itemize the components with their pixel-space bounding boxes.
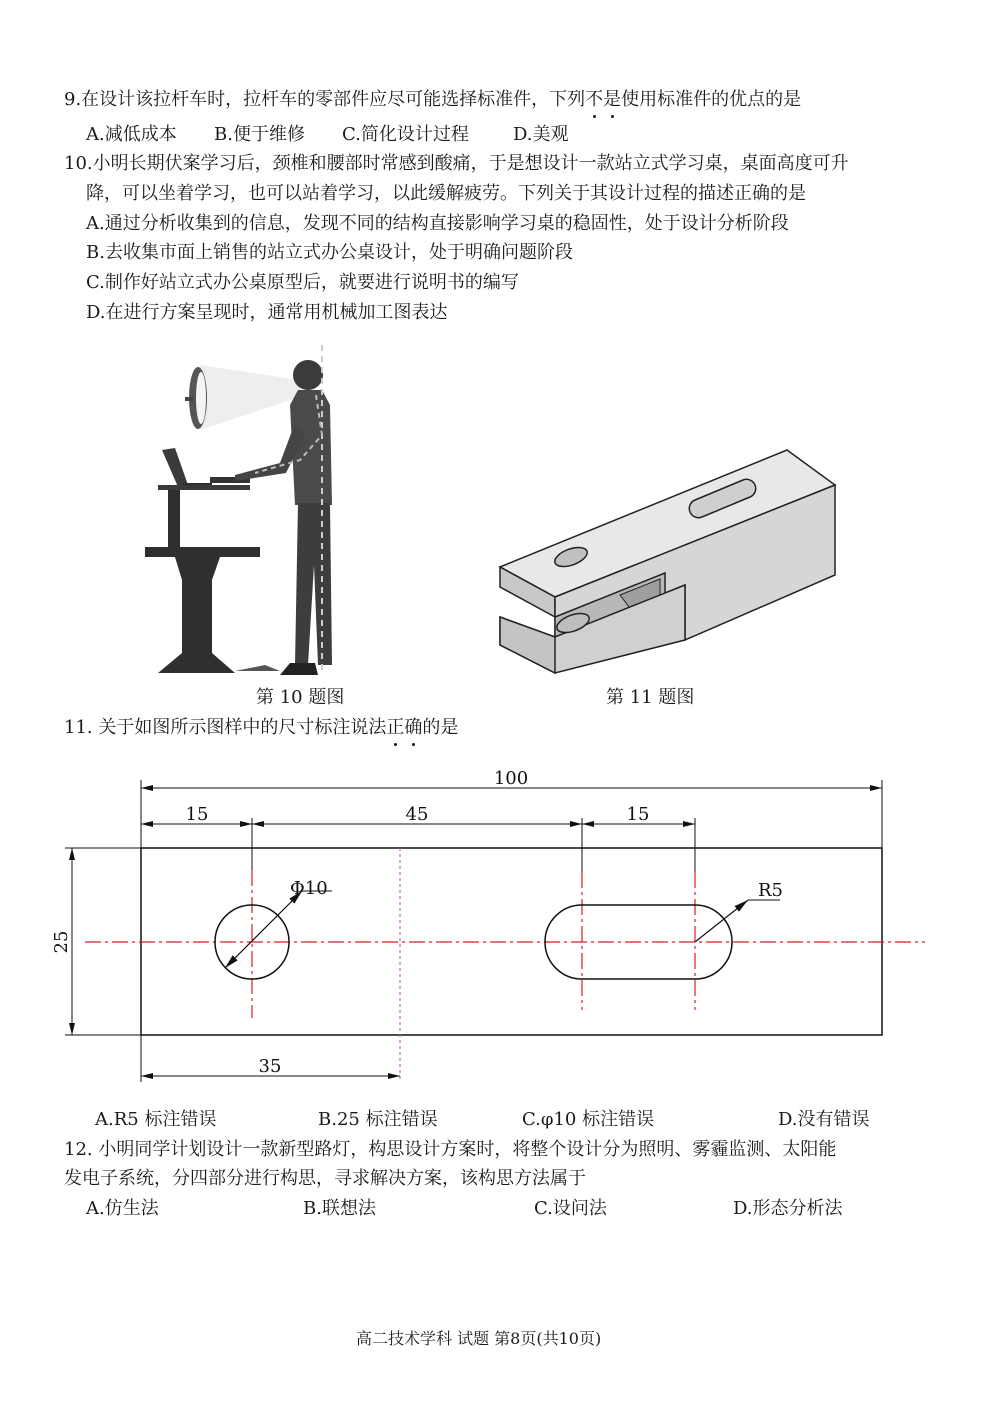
q9-option-d: D.美观 [513,124,569,145]
q10-option-d: D.在进行方案呈现时，通常用机械加工图表达 [86,302,448,323]
q12-option-b: B.联想法 [303,1198,376,1219]
q11-option-b: B.25 标注错误 [318,1109,438,1130]
q11-option-d: D.没有错误 [778,1109,870,1130]
q11-emphasis-2: 确 [404,717,423,738]
dimension-100: 100 [493,768,529,789]
dimension-15-left: 15 [185,804,209,825]
q12-option-a: A.仿生法 [86,1198,159,1219]
q11-option-c: C.φ10 标注错误 [522,1109,655,1130]
figure-11-technical-drawing [40,760,940,1090]
page-footer: 高二技术学科 试题 第8页(共10页) [356,1329,602,1348]
q10-option-a: A.通过分析收集到的信息，发现不同的结构直接影响学习桌的稳固性，处于设计分析阶段 [86,213,789,234]
q10-option-c: C.制作好站立式办公桌原型后，就要进行说明书的编写 [86,272,519,293]
label-phi10: Φ10 [290,878,328,899]
q10-stem-line2: 降，可以坐着学习，也可以站着学习，以此缓解疲劳。下列关于其设计过程的描述正确的是 [86,183,806,204]
q9-option-a: A.减低成本 [86,124,177,145]
q12-option-d: D.形态分析法 [733,1198,843,1219]
dimension-45: 45 [405,804,429,825]
dimension-15-right: 15 [626,804,650,825]
dimension-25: 25 [51,930,72,954]
figure-10-caption: 第 10 题图 [256,687,345,708]
q9-stem: 9.在设计该拉杆车时，拉杆车的零部件应尽可能选择标准件，下列不是使用标准件的优点的是 [64,89,802,110]
figure-10-standing-desk-illustration [140,335,345,680]
dimension-35: 35 [258,1056,282,1077]
q12-option-c: C.设问法 [534,1198,607,1219]
q11-option-a: A.R5 标注错误 [95,1109,217,1130]
q11-emphasis-1: 正 [386,717,405,738]
q10-stem-line1: 10.小明长期伏案学习后，颈椎和腰部时常感到酸痛，于是想设计一款站立式学习桌，桌面高度可升 [64,153,849,174]
q9-option-c: C.简化设计过程 [342,124,469,145]
figure-11-3d-part [495,445,840,675]
q12-stem-line2: 发电子系统，分四部分进行构思，寻求解决方案，该构思方法属于 [64,1168,586,1189]
q9-emphasis-1: 不 [585,89,604,110]
q9-option-b: B.便于维修 [214,124,305,145]
q9-emphasis-2: 是 [603,89,622,110]
q12-stem-line1: 12. 小明同学计划设计一款新型路灯，构思设计方案时，将整个设计分为照明、雾霾监测、太阳能 [64,1139,837,1160]
q11-stem: 11. 关于如图所示图样中的尺寸标注说法正确的是 [64,717,459,738]
figure-11-caption: 第 11 题图 [606,687,695,708]
q10-option-b: B.去收集市面上销售的站立式办公桌设计，处于明确问题阶段 [86,242,573,263]
label-r5: R5 [758,880,784,901]
